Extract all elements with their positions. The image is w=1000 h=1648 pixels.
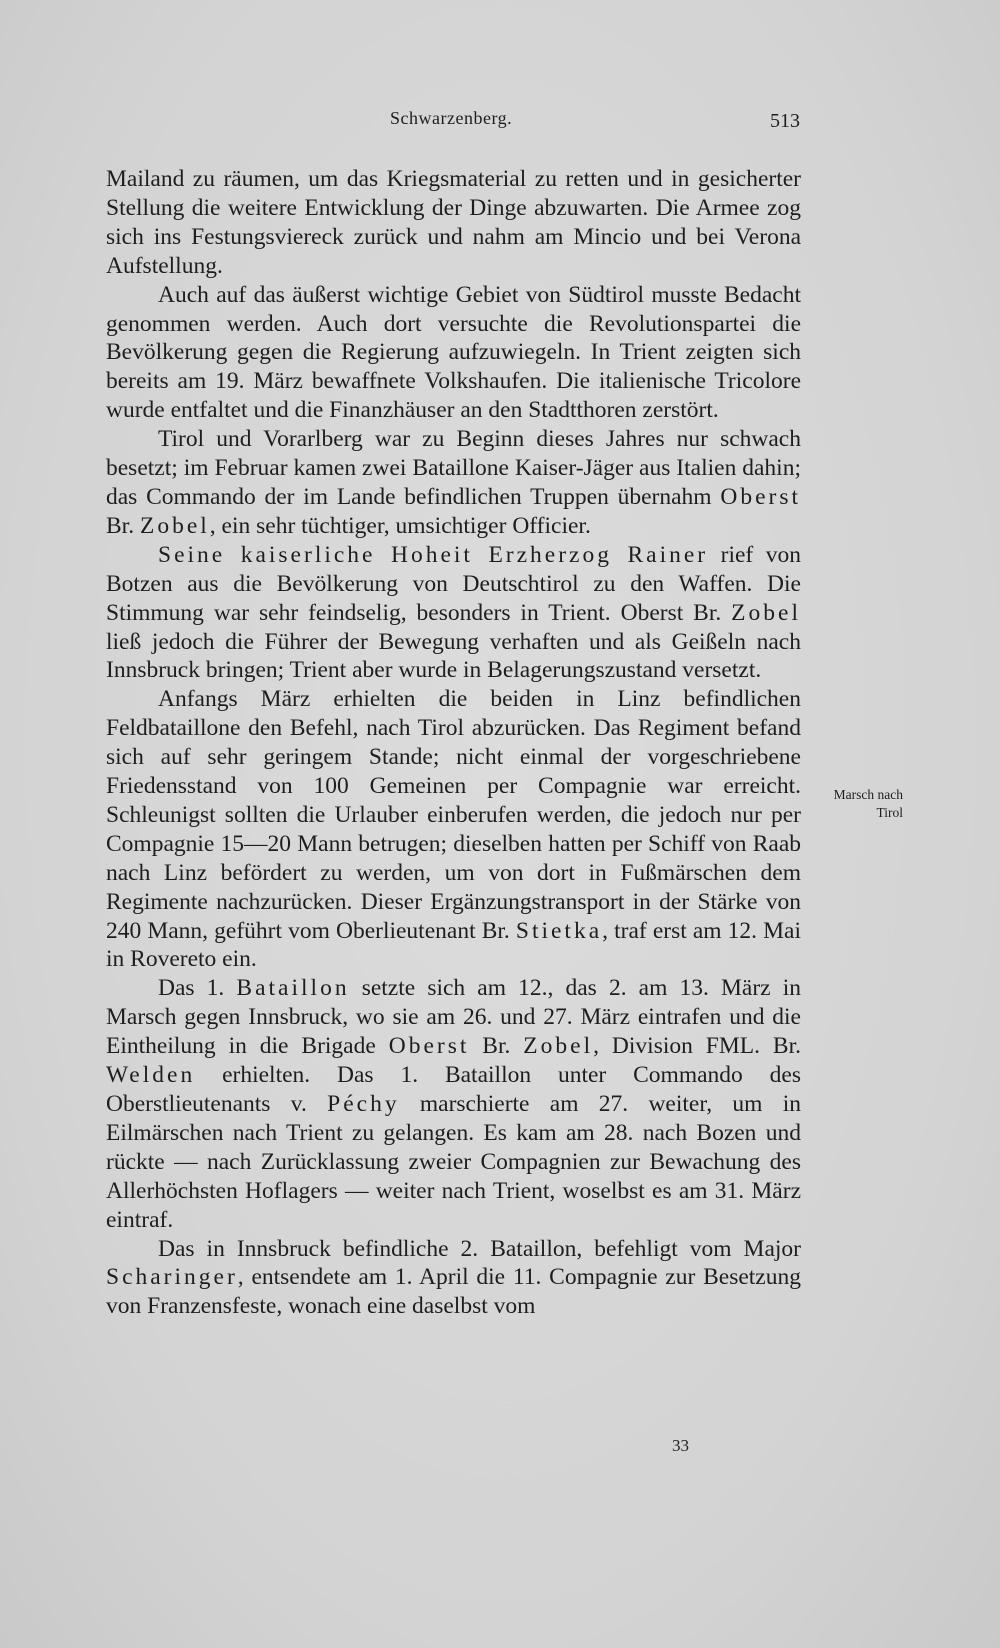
running-head [0, 108, 1000, 138]
marginal-note-line: Marsch nach [833, 787, 903, 802]
running-title: Schwarzenberg. [390, 108, 513, 128]
text-run: , ein sehr tüchtiger, umsichtiger Officier. [209, 512, 591, 539]
paragraph [106, 165, 801, 281]
marginal-note-line: Tirol [876, 805, 903, 820]
text-run: , traf erst am 12. Mai in Rovereto ein. [106, 917, 801, 973]
text-run: rief von Botzen aus die Bevölkerung von Deutschtirol zu den Waffen. Die Stimmung war sehr feindselig, besonders in Trient. Oberst Br. [106, 541, 801, 626]
paragraph [106, 425, 801, 541]
text-run: Auch auf das äußerst wichtige Gebiet von Südtirol musste Bedacht genommen werden. Auch dort versuchte die Revolutionspartei die Bevölkerung gegen die Regierung aufzuwiegeln. In Trient zeigten sich bereits am 19. März bewaffnete Volkshaufen. Die italienische Tricolore wurde entfaltet und die Finanzhäuser an den Stadtthoren zerstört. [106, 281, 801, 424]
paragraph [106, 281, 801, 426]
spaced-name: Bataillon [236, 975, 350, 1002]
body-text [106, 165, 801, 1321]
text-run: Br. [469, 1033, 524, 1060]
paragraph [106, 974, 801, 1234]
text-run: Br. [106, 512, 140, 539]
marginal-note [803, 786, 903, 822]
text-run: erhielten. Das 1. Bataillon unter Commando des Oberstlieutenants v. [106, 1062, 801, 1117]
paragraph [106, 541, 801, 686]
paragraph [106, 1235, 801, 1322]
signature-mark: 33 [672, 1436, 689, 1455]
text-run: marschierte am 27. weiter, um in Eilmärschen nach Trient zu gelangen. Es kam am 28. nach Bozen und rückte — nach Zurücklassung zweier Compagnien zur Bewachung des Allerhöchsten Hoflagers — weiter nach Trient, woselbst es am 31. März eintraf. [106, 1091, 801, 1233]
spaced-name: Stietka [515, 917, 603, 944]
text-run: setzte sich am 12., das 2. am 13. März in Marsch gegen Innsbruck, wo sie am 26. und 27. März eintrafen und die Eintheilung in die Brigade [106, 975, 801, 1060]
text-run: Das 1. [158, 975, 237, 1002]
spaced-name: Oberst [720, 483, 801, 510]
spaced-name: Scharinger [106, 1264, 238, 1291]
spaced-name: Welden [106, 1062, 196, 1089]
spaced-name: Zobel [139, 512, 210, 539]
text-run: Das in Innsbruck befindliche 2. Bataillon, befehligt vom Major [158, 1235, 801, 1262]
text-run: , Division FML. Br. [593, 1033, 801, 1060]
page-number: 513 [770, 110, 800, 132]
text-run: , entsendete am 1. April die 11. Compagnie zur Besetzung von Franzensfeste, wonach eine daselbst vom [106, 1264, 801, 1320]
text-run: Anfangs März erhielten die beiden in Linz befindlichen Feldbataillone den Befehl, nach Tirol abzurücken. Das Regiment befand sich auf sehr geringem Stande; nicht einmal der vorgeschriebene Friedensstand von 100 Gemeinen per Compagnie war erreicht. Schleunigst sollten die Urlauber einberufen werden, die jedoch nur per Compagnie 15—20 Mann betrugen; dieselben hatten per Schiff von Raab nach Linz befördert zu werden, um von dort in Fußmärschen dem Regimente nachzurücken. Dieser Ergänzungstransport in der Stärke von 240 Mann, geführt vom Oberlieutenant Br. [106, 686, 801, 944]
text-run: Tirol und Vorarlberg war zu Beginn dieses Jahres nur schwach besetzt; im Februar kamen zwei Bataillone Kaiser-Jäger aus Italien dahin; das Commando der im Lande befindlichen Truppen übernahm [106, 426, 801, 510]
spaced-name: Oberst [388, 1033, 470, 1060]
spaced-name: Zobel [731, 599, 801, 626]
text-run: ließ jedoch die Führer der Bewegung verhaften und als Geißeln nach Innsbruck bringen; Trient aber wurde in Belagerungszustand versetzt. [106, 628, 801, 684]
spaced-name: Seine kaiserliche Hoheit Erzherzog Rainer [158, 541, 709, 568]
spaced-name: Zobel [523, 1033, 594, 1060]
paragraph [106, 685, 801, 974]
spaced-name: Péchy [327, 1091, 400, 1117]
text-run: Mailand zu räumen, um das Kriegsmaterial zu retten und in gesicherter Stellung die weitere Entwicklung der Dinge abzuwarten. Die Armee zog sich ins Festungsviereck zurück und nahm am Mincio und bei Verona Aufstellung. [106, 166, 801, 279]
